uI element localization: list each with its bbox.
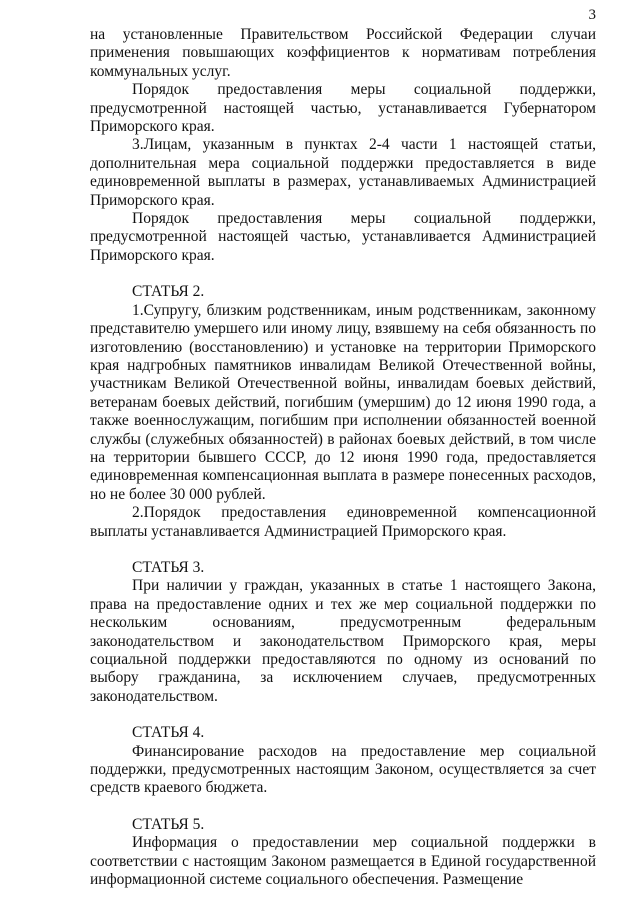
section-gap (90, 265, 596, 283)
article-5-heading: СТАТЬЯ 5. (132, 815, 205, 833)
article-3-heading: СТАТЬЯ 3. (132, 558, 205, 576)
section-gap (90, 798, 596, 816)
article-2-paragraph-2: 2.Порядок предоставления единовременной компенсационной выплаты устанавливается Администрацией Приморского края. (90, 504, 596, 540)
paragraph-procedure-admin: Порядок предоставления меры социальной поддержки, предусмотренной настоящей частью, устанавливается Администрацией Приморского края. (90, 210, 596, 264)
article-2-paragraph-1: 1.Супругу, близким родственникам, иным родственникам, законному представителю умершего или иному лицу, взявшему на себя обязанность по изготовлению (восстановлению) и установке на территории Приморского края надгробных памятников инвалидам Великой Отечественной войны, участникам Великой Отечественной войны, инвалидам боевых действий, ветеранам боевых действий, погибшим (умершим) до 12 июня 1990 года, а также военнослужащим, погибшим при исполнении обязанностей военной службы (служебных обязанностей) в районах боевых действий, в том числе на территории бывшего СССР, до 12 июня 1990 года, предоставляется единовременная компенсационная выплата в размере понесенных расходов, но не более 30 000 рублей. (90, 301, 596, 503)
paragraph-part-3: 3.Лицам, указанным в пунктах 2-4 части 1 настоящей статьи, дополнительная мера социальной поддержки предоставляется в виде единовременной выплаты в размерах, устанавливаемых Администрацией Приморского края. (90, 136, 596, 209)
article-2-heading: СТАТЬЯ 2. (132, 283, 205, 301)
section-gap (90, 706, 596, 724)
paragraph-procedure-governor: Порядок предоставления меры социальной поддержки, предусмотренной настоящей частью, устанавливается Губернатором Приморского края. (90, 81, 596, 136)
article-4-heading: СТАТЬЯ 4. (132, 724, 205, 742)
paragraph-coefficients: на установленные Правительством Российской Федерации случаи применения повышающих коэффициентов к нормативам потребления коммунальных услуг. (90, 26, 596, 80)
section-gap (90, 541, 596, 559)
article-4-paragraph-1: Финансирование расходов на предоставление мер социальной поддержки, предусмотренных настоящим Законом, осуществляется за счет средств краевого бюджета. (90, 742, 596, 797)
article-5-paragraph-1: Информация о предоставлении мер социальной поддержки в соответствии с настоящим Законом размещается в Единой государственной информационной системе социального обеспечения. Размещение (90, 834, 596, 889)
document-body (90, 26, 596, 889)
page-number: 3 (588, 7, 596, 23)
article-3-paragraph-1: При наличии у граждан, указанных в статье 1 настоящего Закона, права на предоставление одних и тех же мер социальной поддержки по нескольким основаниям, предусмотренным федеральным законодательством и законодательством Приморского края, меры социальной поддержки предоставляются по одному из оснований по выбору гражданина, за исключением случаев, предусмотренных законодательством. (90, 577, 596, 705)
